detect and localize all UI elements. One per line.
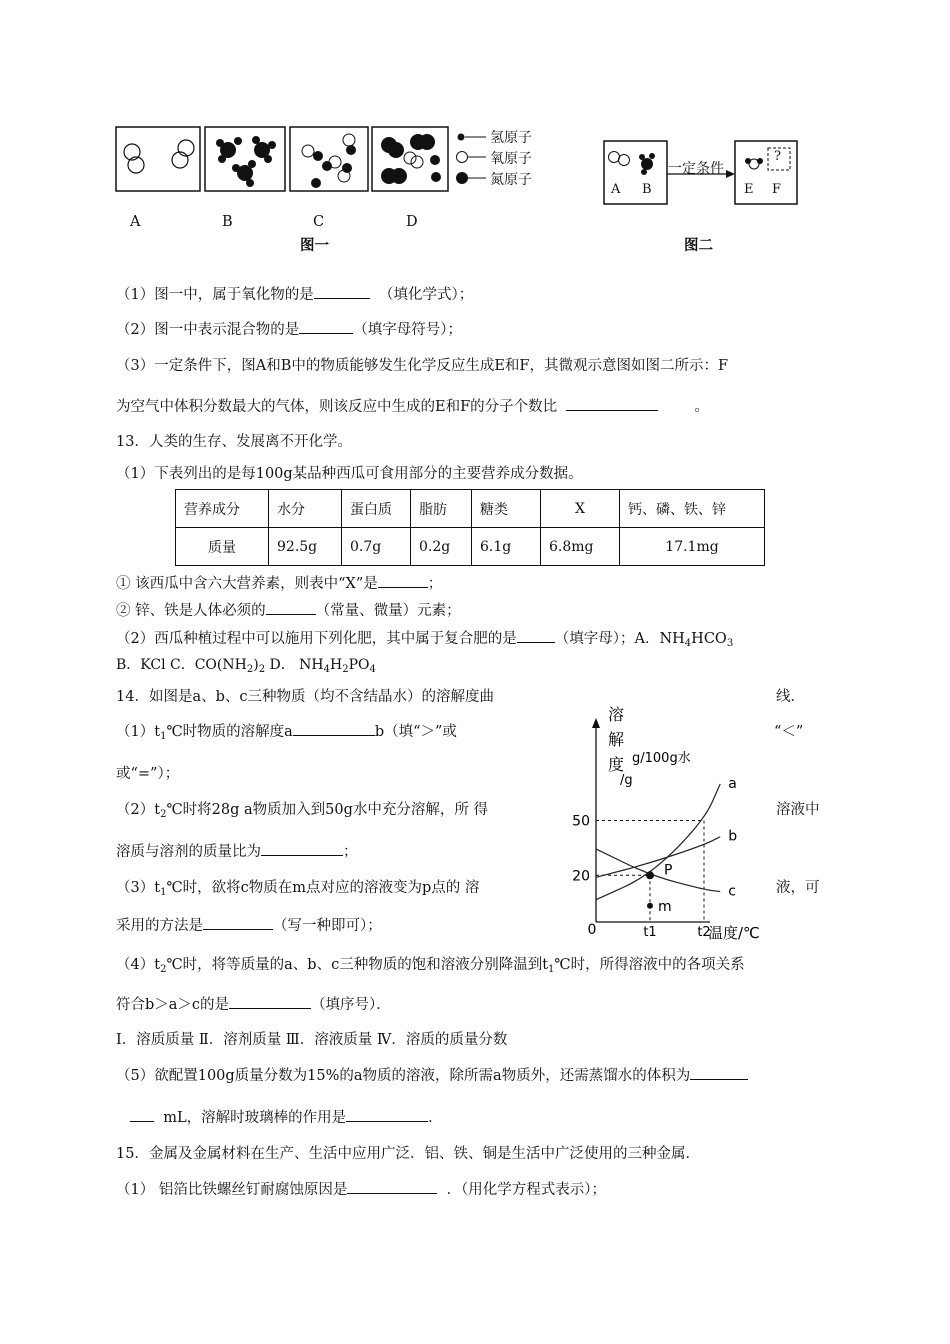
answer-blank[interactable] <box>203 915 273 930</box>
q14-title: 14．如图是a、b、c三种物质（均不含结晶水）的溶解度曲 <box>116 689 494 705</box>
figure-1-legend <box>456 134 486 185</box>
y-tick-label: 50 <box>572 813 590 830</box>
point-P <box>646 871 654 879</box>
q14-part4-line2: 符合b＞a＞c的是 （填序号）． <box>116 993 391 1014</box>
q14-part3-tail: 液，可 <box>776 880 820 896</box>
curve-label-a: a <box>728 775 737 792</box>
table-cell: 6.8mg <box>541 528 620 566</box>
answer-blank[interactable] <box>517 628 555 643</box>
q12-part3-line2: 为空气中体积分数最大的气体，则该反应中生成的E和F的分子个数比 。 <box>116 395 709 416</box>
q14-part1-tail: “＜” <box>774 724 804 740</box>
q14-part2-line2: 溶质与溶剂的质量比为 ； <box>116 840 358 861</box>
q15-title: 15．金属及金属材料在生产、生活中应用广泛．铝、铁、铜是生活中广泛使用的三种金属． <box>116 1146 700 1162</box>
q13-part2: （2）西瓜种植过程中可以施用下列化肥，其中属于复合肥的是 （填字母）；A．$NH_4HCO_3$ <box>116 627 733 649</box>
box-label-c: C <box>313 214 325 230</box>
q14-part3: $(3)t_1℃$时，欲将c物质在m点对应的溶液变为p点的 溶 <box>116 880 480 898</box>
curve-b <box>596 837 720 878</box>
figure-1-caption: 图一 <box>300 237 329 254</box>
oxygen-atom-icon <box>457 152 468 163</box>
x-axis-label: 温度/℃ <box>708 924 760 942</box>
table-row <box>176 528 765 566</box>
hydrogen-atom-icon <box>458 134 465 141</box>
table-cell: 水分 <box>269 490 342 528</box>
q14-part5: （5）欲配置100g质量分数为15%的a物质的溶液，除所需a物质外，还需蒸馏水的体积为 <box>116 1064 748 1085</box>
q13-sub2: ② 锌、铁是人体必须的 （常量、微量）元素； <box>116 599 461 620</box>
nitrogen-atom-icon <box>456 172 468 184</box>
table-cell: 营养成分 <box>176 490 269 528</box>
answer-blank[interactable] <box>261 841 343 856</box>
q14-title-end: 线． <box>776 689 805 705</box>
curve-a <box>596 784 720 900</box>
answer-blank[interactable] <box>130 1107 154 1122</box>
figure-1 <box>0 0 950 260</box>
x-tick-label: t2 <box>697 925 711 940</box>
ylabel-char: 溶 <box>608 705 625 724</box>
box-label-d: D <box>406 214 418 230</box>
y-tick-label: 20 <box>572 868 590 885</box>
q15-part1: （1） 铝箔比铁螺丝钉耐腐蚀原因是 ．（用化学方程式表示）； <box>116 1178 606 1199</box>
table-cell: X <box>541 490 620 528</box>
answer-blank[interactable] <box>314 284 370 299</box>
curve-label-c: c <box>728 883 736 900</box>
box-label-a: A <box>130 214 141 230</box>
ylabel-char: 解 <box>608 730 625 749</box>
box-c-molecules <box>302 134 356 188</box>
figure-2-caption: 图二 <box>684 237 713 254</box>
box-label-b: B <box>222 214 233 230</box>
answer-blank[interactable] <box>347 1179 437 1194</box>
box-b-molecules <box>216 136 276 187</box>
figure-1-box-c <box>290 127 368 191</box>
fig2-label-f: F <box>772 182 782 197</box>
figure-1-box-b <box>205 127 285 191</box>
q14-part4: $(4)t_2℃$时，将等质量的a、b、c三种物质的饱和溶液分别降温到$t_1℃$时，所得溶液中的各项关系 <box>116 957 745 975</box>
q14-part1-line2: 或“=”）； <box>116 766 180 782</box>
fig2-label-b: B <box>642 182 652 197</box>
table-cell: 糖类 <box>472 490 541 528</box>
q13-title: 13．人类的生存、发展离不开化学。 <box>116 434 352 450</box>
answer-blank[interactable] <box>266 600 316 615</box>
answer-blank[interactable] <box>690 1065 748 1080</box>
arrow-label: 一定条件 <box>668 161 724 177</box>
q14-part2-tail: 溶液中 <box>776 802 820 818</box>
ylabel-char: 度 <box>608 755 625 774</box>
unit-label-2: /g <box>620 773 633 788</box>
box-d-molecules <box>381 134 441 184</box>
nutrition-table <box>175 489 765 566</box>
table-cell: 质量 <box>176 528 269 566</box>
table-cell: 钙、磷、铁、锌 <box>620 490 765 528</box>
origin-label: 0 <box>587 922 597 938</box>
q14-options: Ⅰ．溶质质量 Ⅱ．溶剂质量 Ⅲ．溶液质量 Ⅳ．溶质的质量分数 <box>116 1032 508 1048</box>
fig2-label-a: A <box>611 182 621 197</box>
q14-part5-line2: mL，溶解时玻璃棒的作用是 ． <box>116 1106 443 1127</box>
legend-oxygen: 氧原子 <box>490 151 532 167</box>
q12-part2: （2）图一中表示混合物的是 （填字母符号）； <box>116 318 462 339</box>
q12-part1: （1）图一中，属于氧化物的是 （填化学式）； <box>116 283 473 304</box>
curve-c <box>596 849 720 892</box>
table-header-row <box>176 490 765 528</box>
box-a-molecules <box>124 140 194 173</box>
answer-blank[interactable] <box>378 573 428 588</box>
q14-part2: $(2)t_2℃$时将28g a物质加入到50g水中充分溶解，所 得 <box>116 802 488 820</box>
q13-part1: （1）下表列出的是每100g某品种西瓜可食用部分的主要营养成分数据。 <box>116 466 583 482</box>
point-label-m: m <box>658 898 672 915</box>
q12-part3-line1: （3）一定条件下，图A和B中的物质能够发生化学反应生成E和F，其微观示意图如图二所示：F <box>116 358 729 374</box>
solubility-chart <box>560 700 770 945</box>
table-cell: 17.1mg <box>620 528 765 566</box>
answer-blank[interactable] <box>293 721 375 736</box>
table-cell: 6.1g <box>472 528 541 566</box>
answer-blank[interactable] <box>566 396 658 411</box>
legend-hydrogen: 氢原子 <box>490 130 532 146</box>
table-cell: 0.7g <box>342 528 411 566</box>
table-cell: 0.2g <box>411 528 472 566</box>
answer-blank[interactable] <box>229 994 311 1009</box>
table-cell: 脂肪 <box>411 490 472 528</box>
answer-blank[interactable] <box>346 1107 428 1122</box>
point-m <box>647 903 653 909</box>
x-tick-label: t1 <box>643 925 657 940</box>
point-label-P: P <box>664 862 673 879</box>
q14-part3-line2: 采用的方法是 （写一种即可）； <box>116 914 382 935</box>
table-cell: 蛋白质 <box>342 490 411 528</box>
curve-label-b: b <box>728 828 738 845</box>
fig2-label-e: E <box>744 182 754 197</box>
answer-blank[interactable] <box>299 319 353 334</box>
unit-label: g/100g水 <box>632 751 691 766</box>
q13-sub1: ① 该西瓜中含六大营养素，则表中“X”是 ； <box>116 572 442 593</box>
table-cell: 92.5g <box>269 528 342 566</box>
q13-part2-options: B．KCl C．$CO(NH_2)_2$ D． $NH_4H_2PO_4$ <box>116 657 376 675</box>
q14-part1: $(1)t_1℃$时物质的溶解度a b（填“＞”或 <box>116 720 457 742</box>
legend-nitrogen: 氮原子 <box>490 172 532 188</box>
unknown-mark: ? <box>774 149 781 164</box>
